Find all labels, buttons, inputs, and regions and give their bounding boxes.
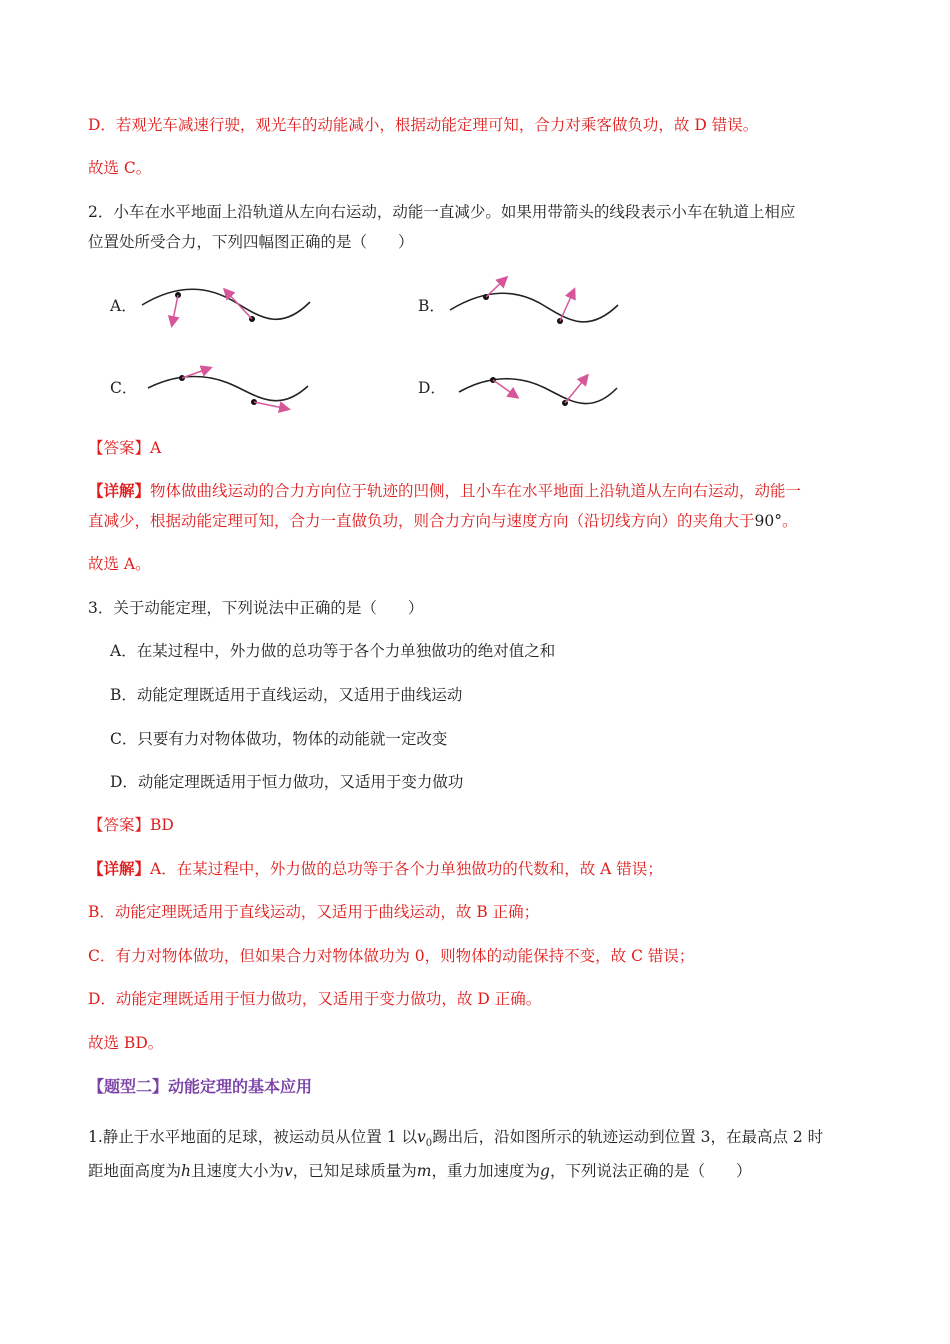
q4-text-2c: ，已知足球质量为 <box>292 1162 417 1180</box>
var-v: v <box>284 1162 293 1180</box>
q4-text-2d: ，重力加速度为 <box>431 1162 541 1180</box>
fig-c-curve-diagram <box>140 360 315 416</box>
q4-text-1b: 踢出后，沿如图所示的轨迹运动到位置 3，在最高点 2 时 <box>432 1128 824 1146</box>
q2-answer: 【答案】A <box>88 439 162 457</box>
q4-text-1a: 1.静止于水平地面的足球，被运动员从位置 1 以 <box>88 1128 418 1146</box>
fig-b-label: B． <box>418 297 445 315</box>
fig-d-label: D． <box>418 379 446 397</box>
q3-stem: 3．关于动能定理，下列说法中正确的是（ ） <box>88 599 424 617</box>
q2-detail-end: 。 <box>782 512 798 530</box>
q4-stem-line1 <box>88 1127 823 1154</box>
q4-text-2b: 且速度大小为 <box>191 1162 285 1180</box>
fig-a-curve-diagram <box>140 272 315 334</box>
q2-choice: 故选 A。 <box>88 555 151 573</box>
q3-detail-c: C．有力对物体做功，但如果合力对物体做功为 0，则物体的动能保持不变，故 C 错误； <box>88 947 695 965</box>
detail-tag: 【详解】 <box>88 859 151 878</box>
q3-detail-a <box>88 859 663 879</box>
detail-tag: 【详解】 <box>88 481 151 500</box>
section-heading: 【题型二】动能定理的基本应用 <box>88 1077 313 1096</box>
fig-b-curve-diagram <box>448 272 623 334</box>
angle-value: 90° <box>754 512 782 530</box>
var-h: h <box>181 1162 191 1180</box>
prev-option-d-explanation: D．若观光车减速行驶，观光车的动能减小，根据动能定理可知，合力对乘客做负功，故 D 错误。 <box>88 116 759 134</box>
q2-detail-line1 <box>88 481 801 501</box>
q4-text-2a: 距地面高度为 <box>88 1162 182 1180</box>
q3-option-b: B．动能定理既适用于直线运动，又适用于曲线运动 <box>110 686 463 704</box>
var-m: m <box>416 1162 432 1180</box>
q2-stem-line1: 2．小车在水平地面上沿轨道从左向右运动，动能一直减少。如果用带箭头的线段表示小车在轨道上相应 <box>88 203 796 221</box>
q2-detail-text1: 物体做曲线运动的合力方向位于轨迹的凹侧，且小车在水平地面上沿轨道从左向右运动，动能一 <box>150 482 802 500</box>
q3-option-a: A．在某过程中，外力做的总功等于各个力单独做功的绝对值之和 <box>110 642 556 660</box>
var-v0-subscript: 0 <box>425 1138 433 1150</box>
q3-option-c: C．只要有力对物体做功，物体的动能就一定改变 <box>110 730 448 748</box>
fig-d-curve-diagram <box>455 360 625 416</box>
prev-choice: 故选 C。 <box>88 159 152 177</box>
q2-detail-text2: 直减少，根据动能定理可知，合力一直做负功，则合力方向与速度方向（沿切线方向）的夹角大于 <box>88 512 755 530</box>
var-v0: v <box>417 1128 426 1146</box>
q3-detail-d: D．动能定理既适用于恒力做功，又适用于变力做功，故 D 正确。 <box>88 990 542 1008</box>
q3-option-d: D．动能定理既适用于恒力做功，又适用于变力做功 <box>110 773 464 791</box>
fig-a-label: A． <box>110 297 137 315</box>
q3-answer: 【答案】BD <box>88 816 174 834</box>
q2-stem-line2: 位置处所受合力，下列四幅图正确的是（ ） <box>88 233 414 251</box>
q3-detail-b: B．动能定理既适用于直线运动，又适用于曲线运动，故 B 正确； <box>88 903 540 921</box>
q4-stem-line2 <box>88 1161 751 1181</box>
fig-c-label: C． <box>110 379 138 397</box>
q4-text-2e: ，下列说法正确的是（ ） <box>549 1162 752 1180</box>
var-g: g <box>540 1162 550 1180</box>
q2-detail-line2 <box>88 511 798 531</box>
q3-choice: 故选 BD。 <box>88 1034 164 1052</box>
q3-detail-a-text: A．在某过程中，外力做的总功等于各个力单独做功的代数和，故 A 错误； <box>150 860 663 878</box>
